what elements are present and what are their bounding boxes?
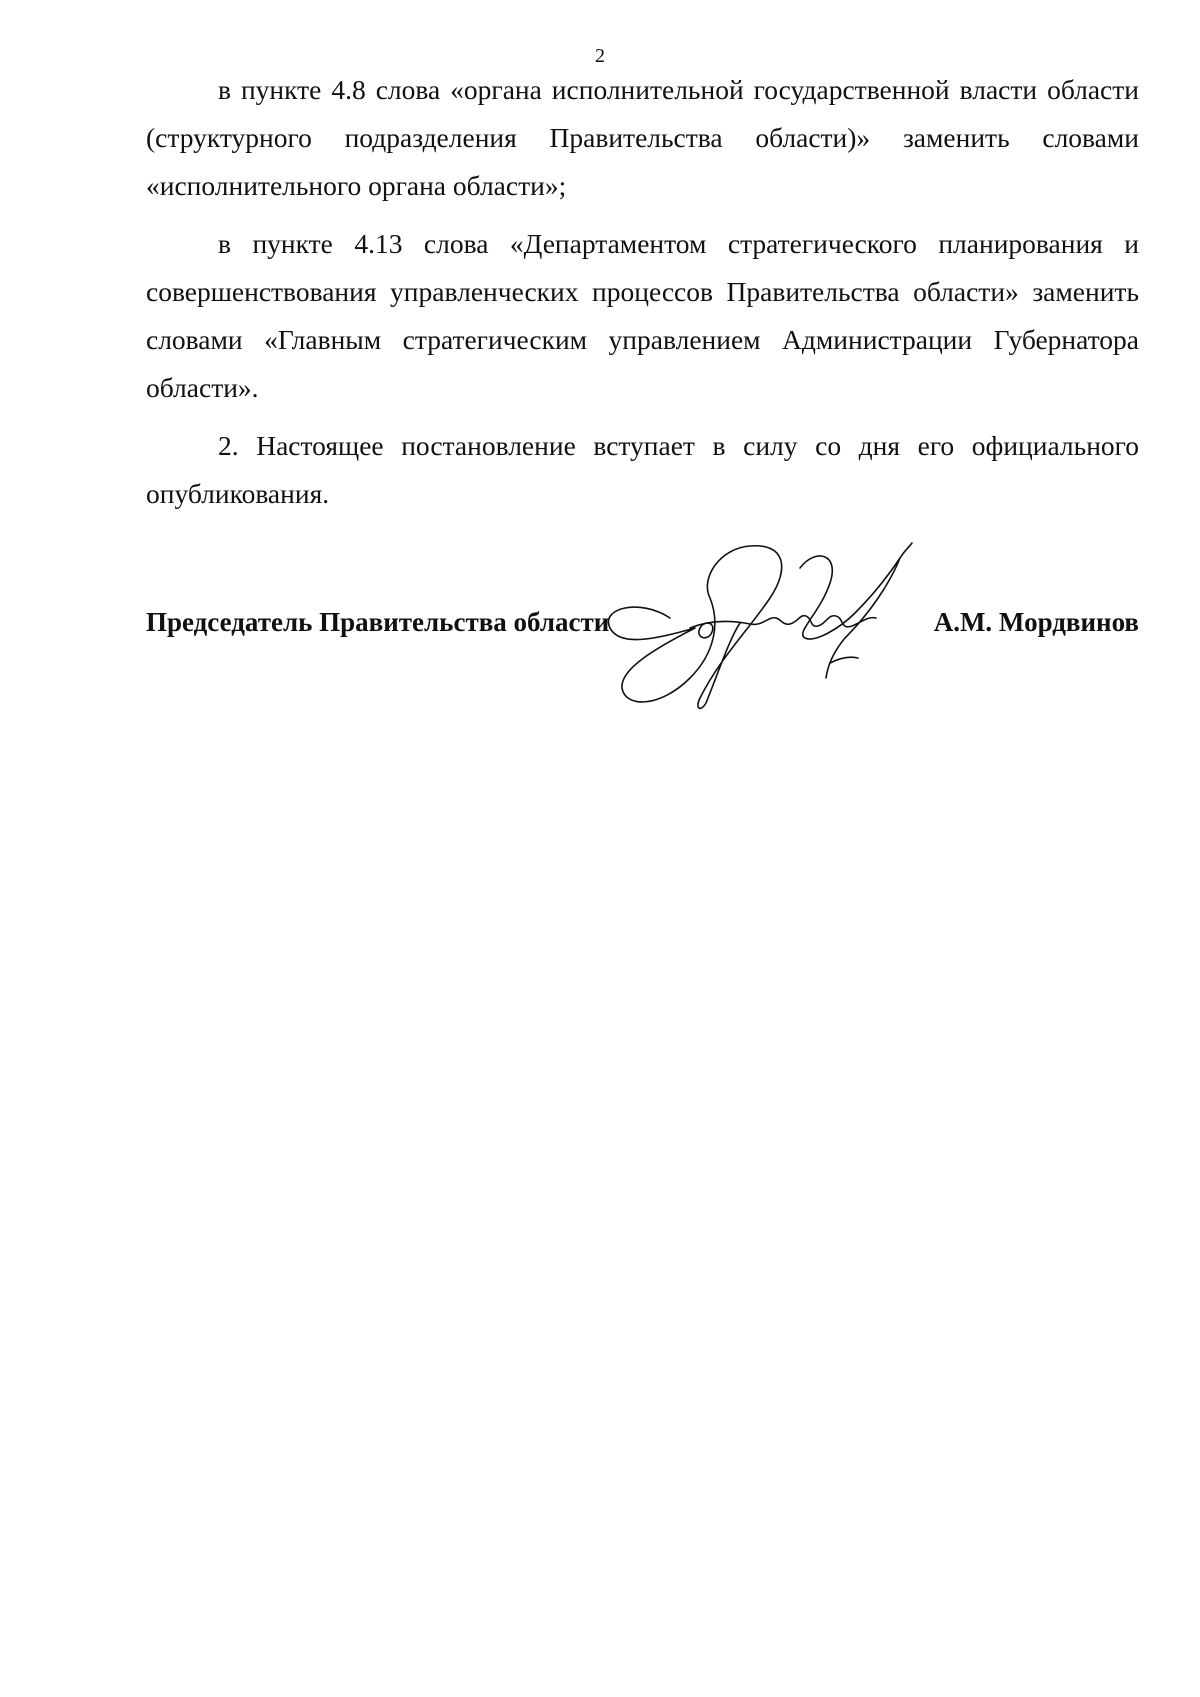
signer-title: Председатель Правительства области	[146, 607, 610, 637]
paragraph-point-4-8: в пункте 4.8 слова «органа исполнительной государственной власти области (структурного подразделения Правительства области)» заменить словами «исполнительного органа области»;	[146, 74, 1139, 201]
paragraph-entry-into-force: 2. Настоящее постановление вступает в силу со дня его официального опубликования.	[146, 430, 1139, 509]
paragraph-point-4-13: в пункте 4.13 слова «Департаментом стратегического планирования и совершенствования управленческих процессов Правительства области» заменить словами «Главным стратегическим управлением Администрации Губернатора области».	[146, 228, 1139, 403]
page-number: 2	[595, 45, 605, 67]
document-body	[146, 66, 1139, 528]
signer-name: А.М. Мордвинов	[933, 607, 1139, 637]
signature-block	[146, 602, 1139, 642]
